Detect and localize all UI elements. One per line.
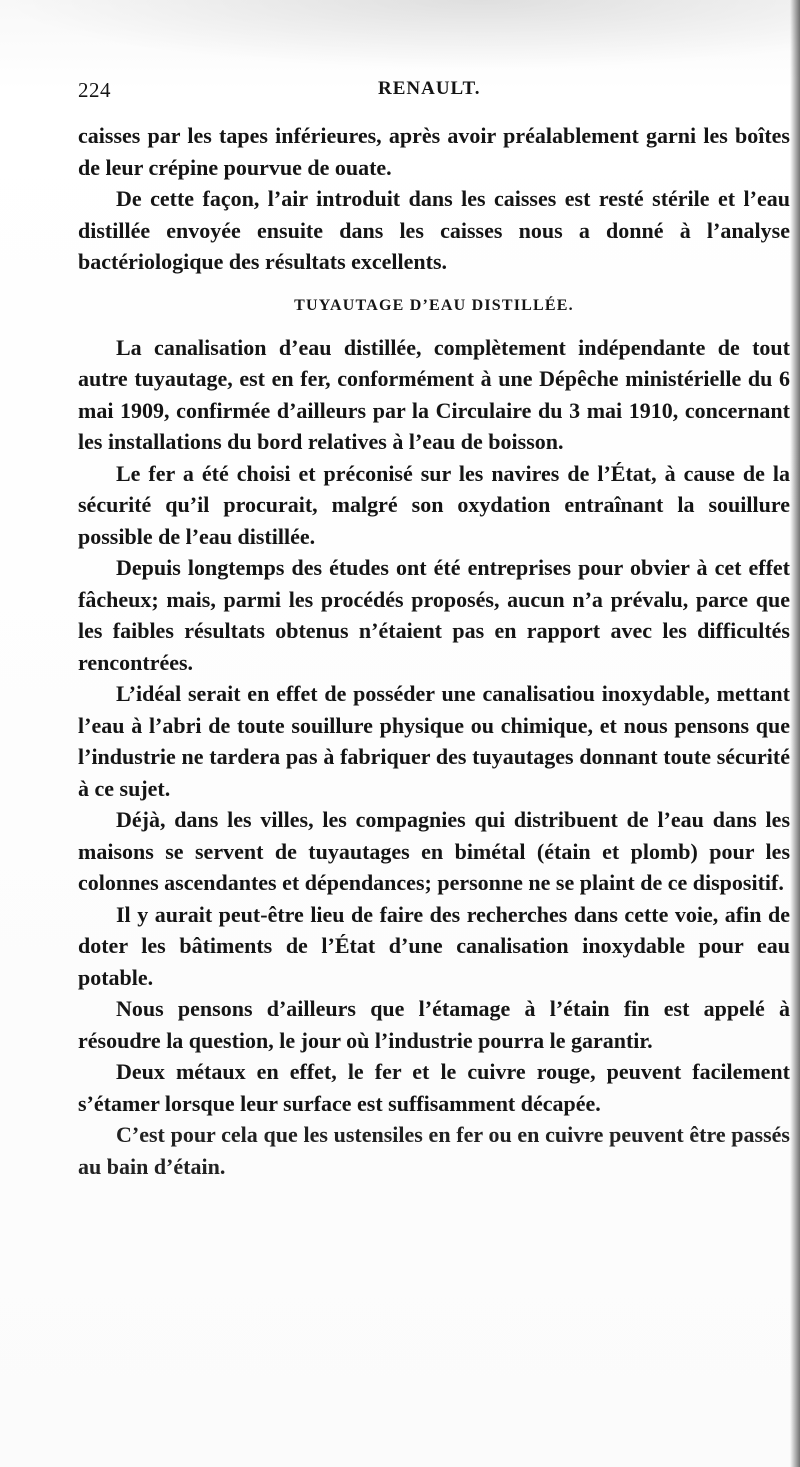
paragraph-fer-choisi: Le fer a été choisi et préconisé sur les navires de l’État, à cause de la sécurité qu’il procurait, malgré son oxydation entraînant la souillure possible de l’eau distillée.: [78, 460, 790, 549]
page-header: [78, 78, 738, 108]
paragraph-villes: Déjà, dans les villes, les compagnies qui distribuent de l’eau dans les maisons se servent de tuyautages en bimétal (étain et plomb) pour les colonnes ascendantes et dépendances; personne ne se plaint de ce dispositif.: [78, 807, 790, 895]
section-title: TUYAUTAGE D’EAU DISTILLÉE.: [294, 296, 574, 314]
paragraph-etudes: Depuis longtemps des études ont été entreprises pour obvier à cet effet fâcheux; mais, parmi les procédés proposés, aucun n’a prévalu, parce que les faibles résultats obtenus n’étaient pas en rapport avec les difficultés rencontrées.: [78, 555, 790, 675]
paragraph-ideal: L’idéal serait en effet de posséder une canalisatiou inoxydable, mettant l’eau à l’abri de toute souillure physique ou chimique, et nous pensons que l’industrie ne tardera pas à fabriquer des tuyautages donnant toute sécurité à ce sujet.: [78, 681, 790, 801]
page-body-text: [78, 120, 790, 1182]
paragraph-canalisation: La canalisation d’eau distillée, complètement indépendante de tout autre tuyautage, est en fer, conformément à une Dépêche ministérielle du 6 mai 1909, confirmée d’ailleurs par la Circulaire du 3 mai 1910, concernant les installations du bord relatives à l’eau de boisson.: [78, 334, 790, 454]
running-head: RENAULT.: [378, 78, 481, 99]
page-right-edge-shadow: [790, 0, 800, 1467]
paragraph-etamage: Nous pensons d’ailleurs que l’étamage à l’étain fin est appelé à résoudre la question, le jour où l’industrie pourra le garantir.: [78, 996, 790, 1053]
paragraph-air-sterile: De cette façon, l’air introduit dans les caisses est resté stérile et l’eau distillée envoyée ensuite dans les caisses nous a donné à l’analyse bactériologique des résultats excellents.: [78, 186, 790, 274]
page-number: 224: [78, 78, 111, 102]
paragraph-deux-metaux: Deux métaux en effet, le fer et le cuivre rouge, peuvent facilement s’étamer lorsque leur surface est suffisamment décapée.: [78, 1059, 790, 1116]
paragraph-continued-text: caisses par les tapes inférieures, après avoir préalablement garni les boîtes de leur crépine pourvue de ouate.: [78, 123, 790, 180]
paragraph-ustensiles: C’est pour cela que les ustensiles en fer ou en cuivre peuvent être passés au bain d’étain.: [78, 1122, 790, 1179]
paragraph-recherches: Il y aurait peut-être lieu de faire des recherches dans cette voie, afin de doter les bâtiments de l’État d’une canalisation inoxydable pour eau potable.: [78, 901, 790, 990]
page-top-shadow: [0, 0, 800, 70]
